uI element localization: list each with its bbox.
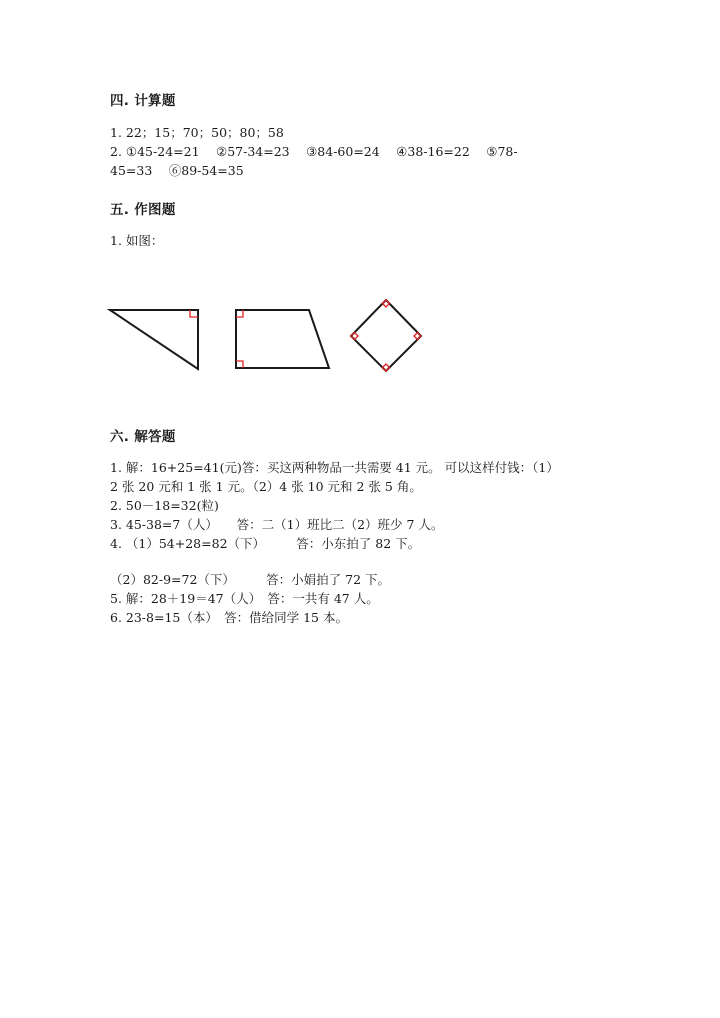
right-trapezoid-shape bbox=[236, 310, 329, 368]
section-6-line-6: （2）82-9=72（下） 答：小娟拍了 72 下。 bbox=[110, 572, 391, 587]
right-triangle-shape bbox=[110, 310, 198, 369]
section-6-line-5: 4. （1）54+28=82（下） 答：小东拍了 82 下。 bbox=[110, 536, 421, 551]
geometry-figure bbox=[100, 288, 440, 388]
section-4-line-1: 1. 22；15；70；50；80；58 bbox=[110, 125, 284, 140]
section-4-line-3: 45=33 ⑥89-54=35 bbox=[110, 163, 244, 178]
section-6-line-1: 1. 解：16+25=41(元)答：买这两种物品一共需要 41 元。 可以这样付钱：（1） bbox=[110, 460, 559, 475]
right-angle-marker bbox=[236, 310, 243, 317]
section-5-heading: 五. 作图题 bbox=[110, 202, 176, 218]
section-6-line-7: 5. 解：28＋19＝47（人） 答：一共有 47 人。 bbox=[110, 591, 379, 606]
section-6-heading: 六. 解答题 bbox=[110, 429, 176, 445]
section-6-line-2: 2 张 20 元和 1 张 1 元。（2）4 张 10 元和 2 张 5 角。 bbox=[110, 479, 422, 494]
section-6-line-3: 2. 50－18=32(粒) bbox=[110, 498, 219, 513]
rotated-square-shape bbox=[351, 300, 421, 371]
section-5-line-1: 1. 如图： bbox=[110, 233, 164, 248]
right-angle-marker bbox=[236, 361, 243, 368]
section-6-line-4: 3. 45-38=7（人） 答：二（1）班比二（2）班少 7 人。 bbox=[110, 517, 444, 532]
section-6-line-8: 6. 23-8=15（本） 答：借给同学 15 本。 bbox=[110, 610, 348, 625]
section-4-heading: 四. 计算题 bbox=[110, 93, 176, 109]
right-angle-marker bbox=[190, 310, 198, 317]
section-4-line-2: 2. ①45-24=21 ②57-34=23 ③84-60=24 ④38-16=22 ⑤78- bbox=[110, 144, 518, 159]
